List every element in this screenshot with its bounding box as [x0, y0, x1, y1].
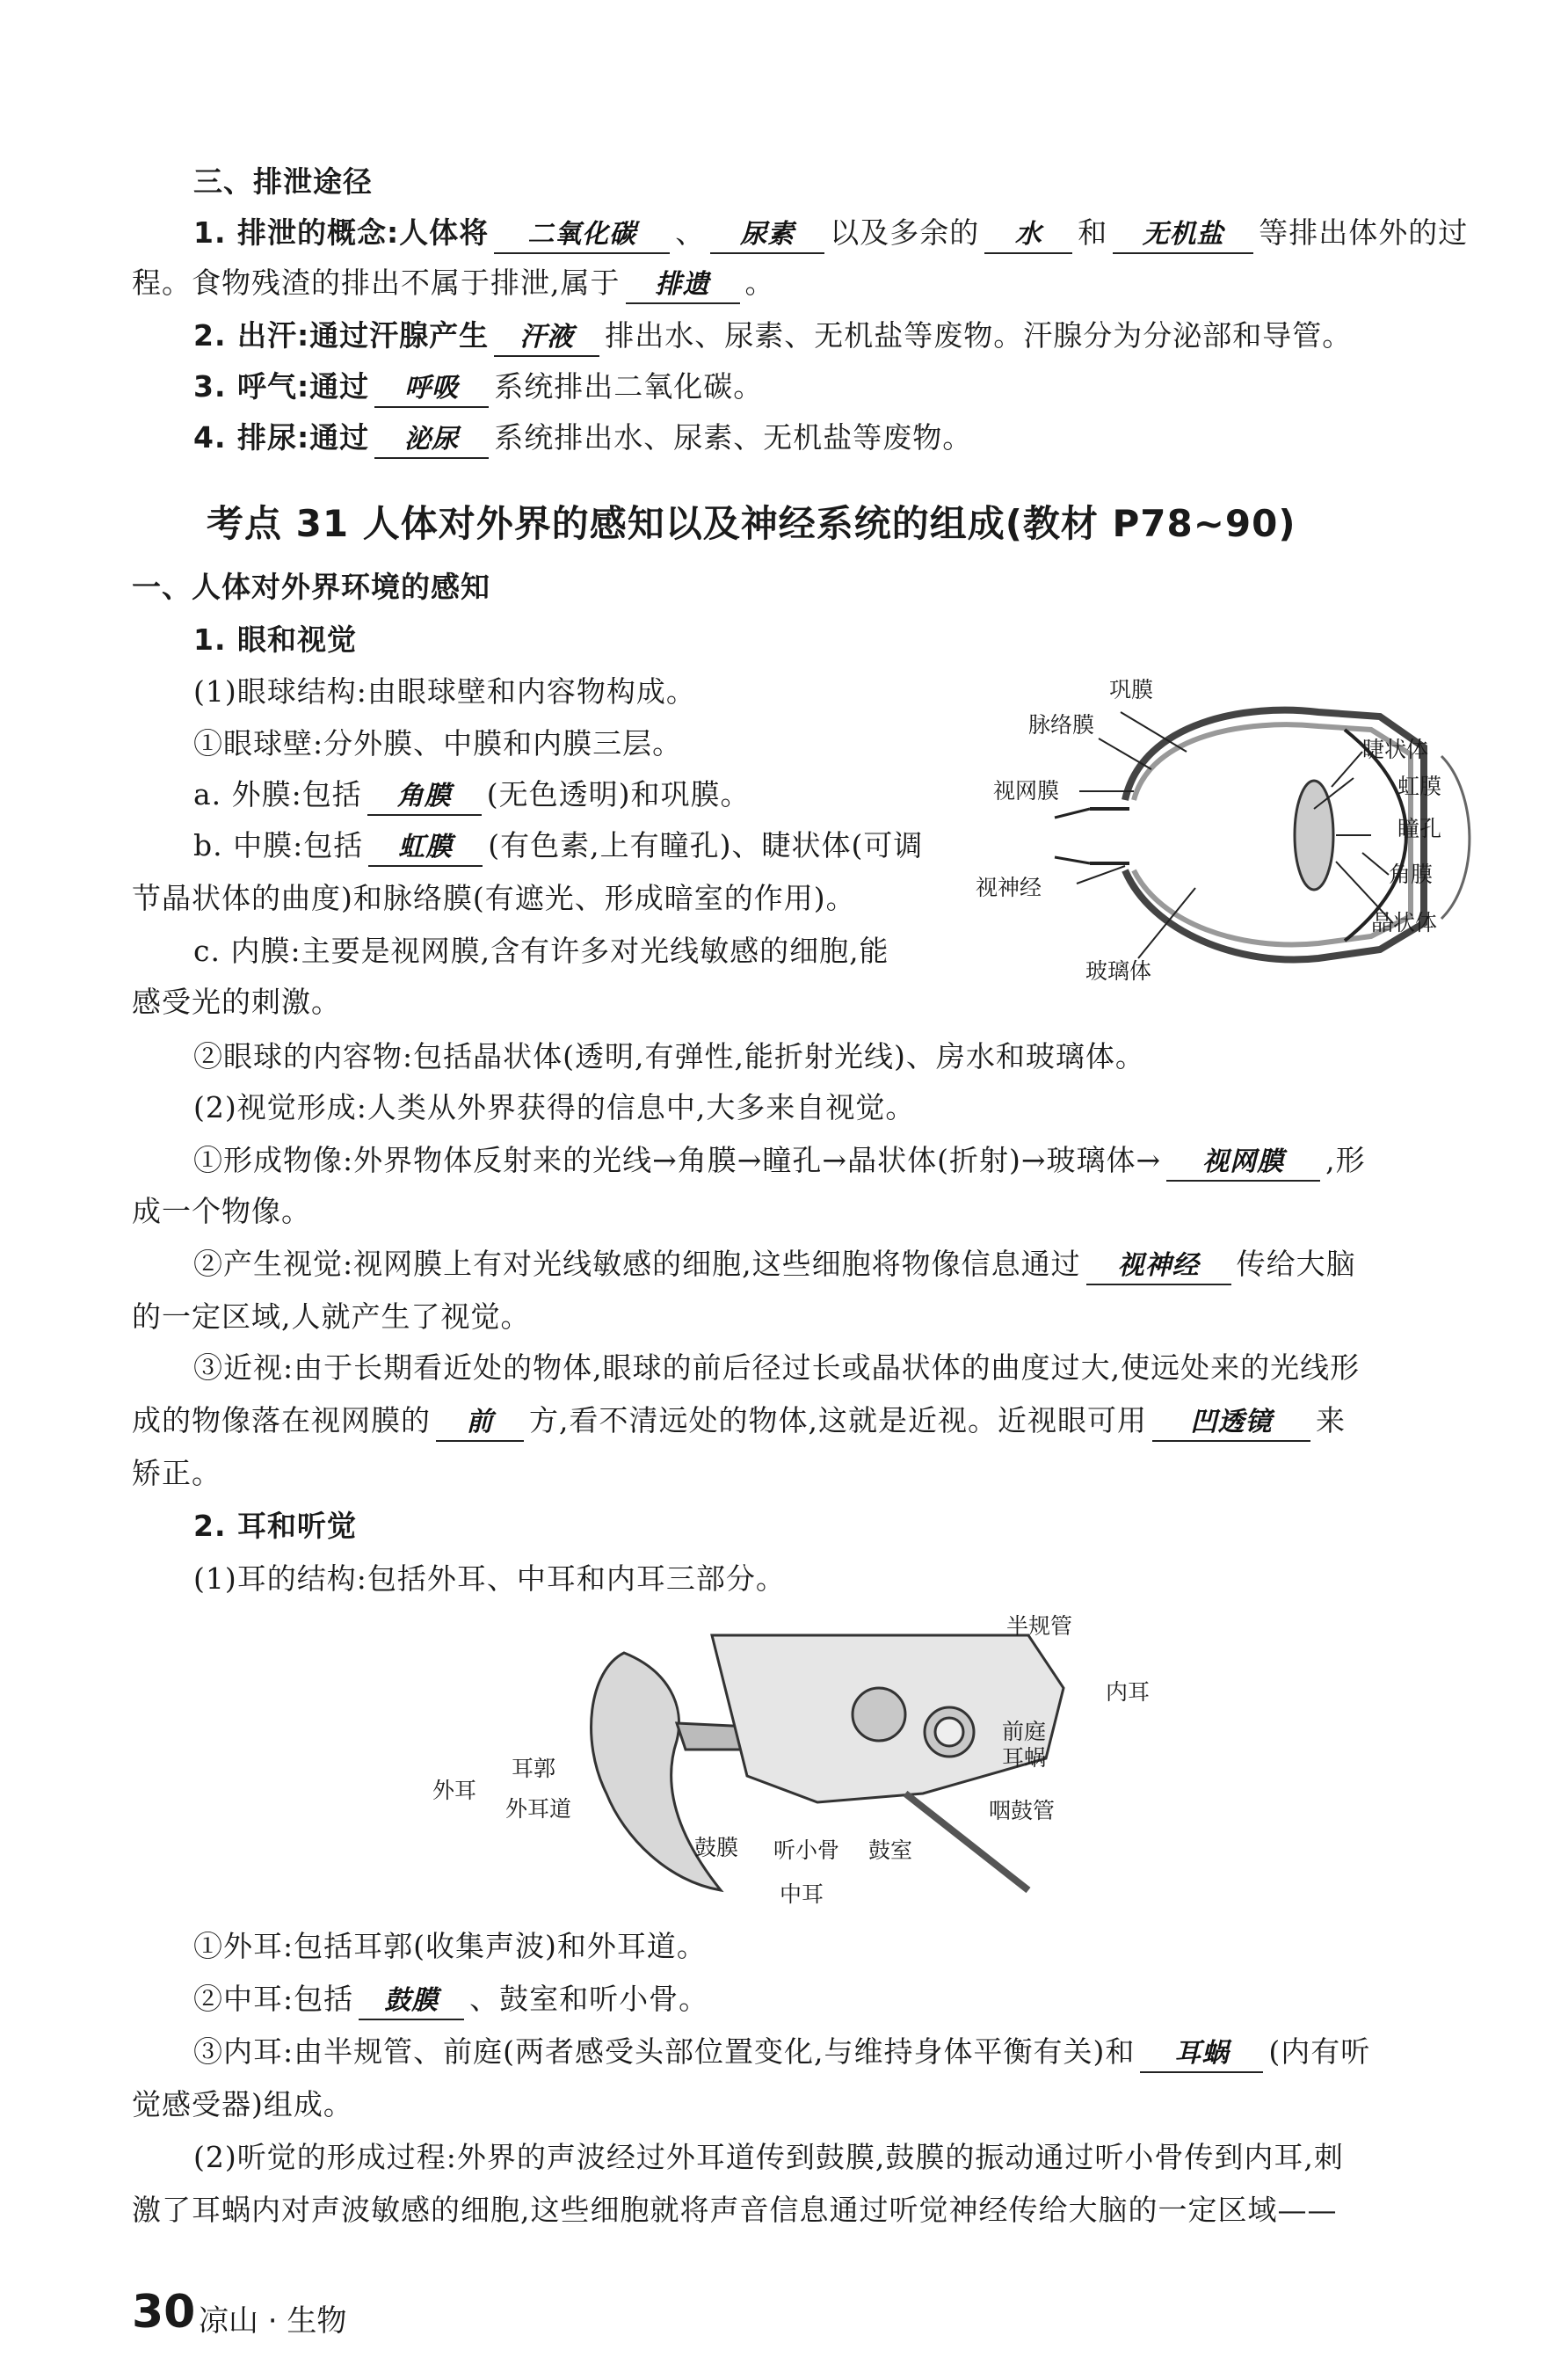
text: a. 外膜:包括: [193, 777, 362, 811]
text: b. 中膜:包括: [193, 828, 364, 862]
answer-blank: 排遗: [626, 267, 740, 304]
answer-blank: 虹膜: [368, 830, 483, 867]
label-yanguguan: 咽鼓管: [989, 1798, 1056, 1823]
line: [132, 1401, 1346, 1442]
line: ①外耳:包括耳郭(收集声波)和外耳道。: [193, 1929, 707, 1963]
label-waier: 外耳: [432, 1778, 477, 1803]
answer-blank: 凹透镜: [1152, 1405, 1310, 1442]
line: (2)听觉的形成过程:外界的声波经过外耳道传到鼓膜,鼓膜的振动通过听小骨传到内耳,刺: [193, 2140, 1344, 2174]
answer-blank: 二氧化碳: [494, 217, 670, 254]
label-bolieti: 玻璃体: [1085, 958, 1152, 984]
answer-blank: 汗液: [494, 320, 599, 357]
line: [193, 826, 923, 867]
text: 3. 呼气:通过: [193, 369, 370, 404]
text: ①形成物像:外界物体反射来的光线→角膜→瞳孔→晶状体(折射)→玻璃体→: [193, 1143, 1162, 1177]
page-number: 30: [132, 2286, 196, 2339]
label-shishenjing: 视神经: [976, 875, 1042, 900]
text: ②产生视觉:视网膜上有对光线敏感的细胞,这些细胞将物像信息通过: [193, 1247, 1081, 1281]
line-excretion-concept: [193, 214, 1468, 254]
text: 2. 出汗:通过汗腺产生: [193, 318, 490, 353]
text: ③内耳:由半规管、前庭(两者感受头部位置变化,与维持身体平衡有关)和: [193, 2034, 1136, 2069]
text: 方,看不清远处的物体,这就是近视。近视眼可用: [529, 1403, 1147, 1437]
text: 传给大脑: [1236, 1247, 1356, 1281]
text: 排出水、尿素、无机盐等废物。汗腺分为分泌部和导管。: [605, 318, 1353, 353]
text: 1. 排泄的概念:人体将: [193, 215, 490, 250]
label-hongmo: 虹膜: [1397, 774, 1442, 799]
label-shiwangmo: 视网膜: [993, 778, 1060, 804]
label-zhonger: 中耳: [780, 1881, 824, 1907]
text: 4. 排尿:通过: [193, 420, 370, 455]
line: [193, 317, 1352, 357]
kaodian-title: 考点 31 人体对外界的感知以及神经系统的组成(教材 P78~90): [207, 502, 1296, 545]
line: [193, 2033, 1370, 2073]
line: [132, 264, 775, 304]
text: 系统排出水、尿素、无机盐等废物。: [494, 420, 973, 455]
line: [193, 1245, 1356, 1285]
text: 成的物像落在视网膜的: [132, 1403, 431, 1437]
line: ②眼球的内容物:包括晶状体(透明,有弹性,能折射光线)、房水和玻璃体。: [193, 1039, 1145, 1073]
text: 等排出体外的过: [1259, 215, 1469, 250]
line: 的一定区域,人就产生了视觉。: [132, 1299, 531, 1334]
text: 。: [744, 266, 775, 300]
footer-label: 凉山 · 生物: [199, 2303, 347, 2339]
subsection-heading: 1. 眼和视觉: [193, 622, 357, 657]
answer-blank: 鼓膜: [359, 1983, 464, 2020]
label-tongkong: 瞳孔: [1397, 816, 1442, 841]
line: 觉感受器)组成。: [132, 2087, 353, 2121]
label-waierdao: 外耳道: [505, 1796, 572, 1822]
label-jingzhuangti: 晶状体: [1371, 910, 1438, 935]
label-erwo: 耳蜗: [1002, 1745, 1047, 1771]
text: 以及多余的: [830, 215, 980, 250]
text: 、: [675, 215, 706, 250]
answer-blank: 呼吸: [374, 371, 489, 408]
label-banguiguan: 半规管: [1006, 1613, 1073, 1639]
line: ③近视:由于长期看近处的物体,眼球的前后径过长或晶状体的曲度过大,使远处来的光线形: [193, 1350, 1361, 1385]
section-heading: 三、排泄途径: [193, 164, 373, 199]
line: 矫正。: [132, 1456, 221, 1490]
answer-blank: 水: [984, 217, 1072, 254]
text: 来: [1315, 1403, 1346, 1437]
line: (2)视觉形成:人类从外界获得的信息中,大多来自视觉。: [193, 1090, 916, 1124]
line: 成一个物像。: [132, 1194, 311, 1228]
section-heading: 一、人体对外界环境的感知: [132, 570, 490, 604]
answer-blank: 视网膜: [1166, 1145, 1320, 1182]
line: (1)耳的结构:包括外耳、中耳和内耳三部分。: [193, 1561, 786, 1596]
line: 节晶状体的曲度)和脉络膜(有遮光、形成暗室的作用)。: [132, 881, 856, 915]
answer-blank: 角膜: [367, 779, 482, 816]
answer-blank: 尿素: [710, 217, 824, 254]
subsection-heading: 2. 耳和听觉: [193, 1509, 357, 1543]
line: [193, 1980, 708, 2020]
label-tingxiaogu: 听小骨: [773, 1837, 840, 1863]
line: [193, 1141, 1366, 1182]
text: 系统排出二氧化碳。: [494, 369, 764, 404]
answer-blank: 无机盐: [1113, 217, 1253, 254]
line: [193, 775, 751, 816]
line: ①眼球壁:分外膜、中膜和内膜三层。: [193, 726, 683, 760]
text: (无色透明)和巩膜。: [486, 777, 751, 811]
text: ,形: [1325, 1143, 1366, 1177]
label-qianting: 前庭: [1002, 1719, 1047, 1744]
label-gumo: 鼓膜: [694, 1835, 739, 1860]
line: [193, 367, 763, 408]
line: 激了耳蜗内对声波敏感的细胞,这些细胞就将声音信息通过听觉神经传给大脑的一定区域——: [132, 2193, 1338, 2227]
answer-blank: 泌尿: [374, 422, 489, 459]
answer-blank: 前: [436, 1405, 524, 1442]
line: 感受光的刺激。: [132, 985, 341, 1019]
line: [193, 418, 972, 459]
text: (有色素,上有瞳孔)、睫状体(可调: [488, 828, 924, 862]
text: 和: [1078, 215, 1108, 250]
answer-blank: 视神经: [1086, 1248, 1231, 1285]
text: 程。食物残渣的排出不属于排泄,属于: [132, 266, 621, 300]
label-jiezhuangti: 睫状体: [1362, 737, 1429, 762]
text: ②中耳:包括: [193, 1982, 354, 2016]
label-neier: 内耳: [1106, 1679, 1151, 1705]
line: (1)眼球结构:由眼球壁和内容物构成。: [193, 674, 696, 709]
line: c. 内膜:主要是视网膜,含有许多对光线敏感的细胞,能: [193, 934, 889, 968]
label-gongmo: 巩膜: [1109, 677, 1154, 702]
answer-blank: 耳蜗: [1140, 2036, 1263, 2073]
label-gushi: 鼓室: [868, 1837, 913, 1863]
text: 、鼓室和听小骨。: [469, 1982, 709, 2016]
text: (内有听: [1268, 2034, 1371, 2069]
label-erguo: 耳郭: [512, 1756, 556, 1781]
label-jiaomo: 角膜: [1389, 862, 1434, 887]
label-mailuomo: 脉络膜: [1028, 712, 1095, 738]
